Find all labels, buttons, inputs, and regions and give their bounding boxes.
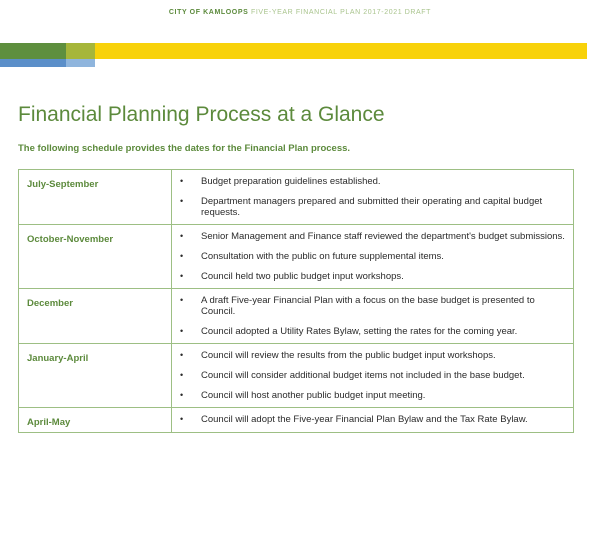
bullet-icon: •: [180, 390, 184, 400]
decorative-band-yellow: [95, 43, 587, 59]
table-row: [19, 289, 574, 344]
running-header: [0, 9, 600, 16]
period-activities: [172, 170, 574, 225]
activity-text: Council will adopt the Five-year Financial Plan Bylaw and the Tax Rate Bylaw.: [201, 414, 528, 425]
activity-text: Council will consider additional budget items not included in the base budget.: [201, 370, 525, 381]
decorative-band-olive: [66, 43, 95, 59]
table-row: [19, 225, 574, 289]
page-subtitle: The following schedule provides the dates for the Financial Plan process.: [18, 143, 351, 154]
bullet-icon: •: [180, 251, 184, 261]
table-row: [19, 408, 574, 433]
period-label: October-November: [19, 225, 172, 289]
bullet-icon: •: [180, 370, 184, 380]
list-item: [180, 251, 565, 262]
table-row: [19, 344, 574, 408]
schedule-table: [18, 169, 574, 433]
activity-text: Council will host another public budget input meeting.: [201, 390, 426, 401]
list-item: [180, 196, 565, 218]
list-item: [180, 326, 565, 337]
activity-list: [180, 231, 565, 282]
bullet-icon: •: [180, 414, 184, 424]
list-item: [180, 370, 565, 381]
header-organization: CITY OF KAMLOOPS: [168, 9, 249, 16]
decorative-band-light-blue: [66, 59, 95, 67]
activity-list: [180, 295, 565, 337]
activity-list: [180, 350, 565, 401]
header-document-title: FIVE-YEAR FINANCIAL PLAN 2017-2021 DRAFT: [250, 9, 432, 16]
activity-list: [180, 176, 565, 218]
page-title: Financial Planning Process at a Glance: [18, 103, 385, 126]
decorative-band-blue: [0, 59, 66, 67]
list-item: [180, 390, 565, 401]
activity-text: Council held two public budget input workshops.: [201, 271, 404, 282]
activity-list: [180, 414, 565, 425]
period-label: April-May: [19, 408, 172, 433]
list-item: [180, 414, 565, 425]
list-item: [180, 176, 565, 187]
activity-text: Budget preparation guidelines established.: [201, 176, 381, 187]
table-row: [19, 170, 574, 225]
list-item: [180, 271, 565, 282]
bullet-icon: •: [180, 196, 184, 206]
bullet-icon: •: [180, 326, 184, 336]
decorative-band-green: [0, 43, 66, 59]
bullet-icon: •: [180, 176, 184, 186]
list-item: [180, 231, 565, 242]
list-item: [180, 295, 565, 317]
activity-text: Department managers prepared and submitted their operating and capital budget requests.: [201, 196, 543, 218]
bullet-icon: •: [180, 271, 184, 281]
period-activities: [172, 225, 574, 289]
activity-text: Consultation with the public on future supplemental items.: [201, 251, 444, 262]
bullet-icon: •: [180, 350, 184, 360]
period-activities: [172, 408, 574, 433]
activity-text: Council adopted a Utility Rates Bylaw, setting the rates for the coming year.: [201, 326, 518, 337]
period-label: July-September: [19, 170, 172, 225]
period-activities: [172, 344, 574, 408]
activity-text: A draft Five-year Financial Plan with a focus on the base budget is presented to Council.: [201, 295, 535, 317]
bullet-icon: •: [180, 231, 184, 241]
period-label: January-April: [19, 344, 172, 408]
list-item: [180, 350, 565, 361]
period-activities: [172, 289, 574, 344]
activity-text: Senior Management and Finance staff reviewed the department's budget submissions.: [201, 231, 565, 242]
bullet-icon: •: [180, 295, 184, 305]
activity-text: Council will review the results from the public budget input workshops.: [201, 350, 496, 361]
period-label: December: [19, 289, 172, 344]
